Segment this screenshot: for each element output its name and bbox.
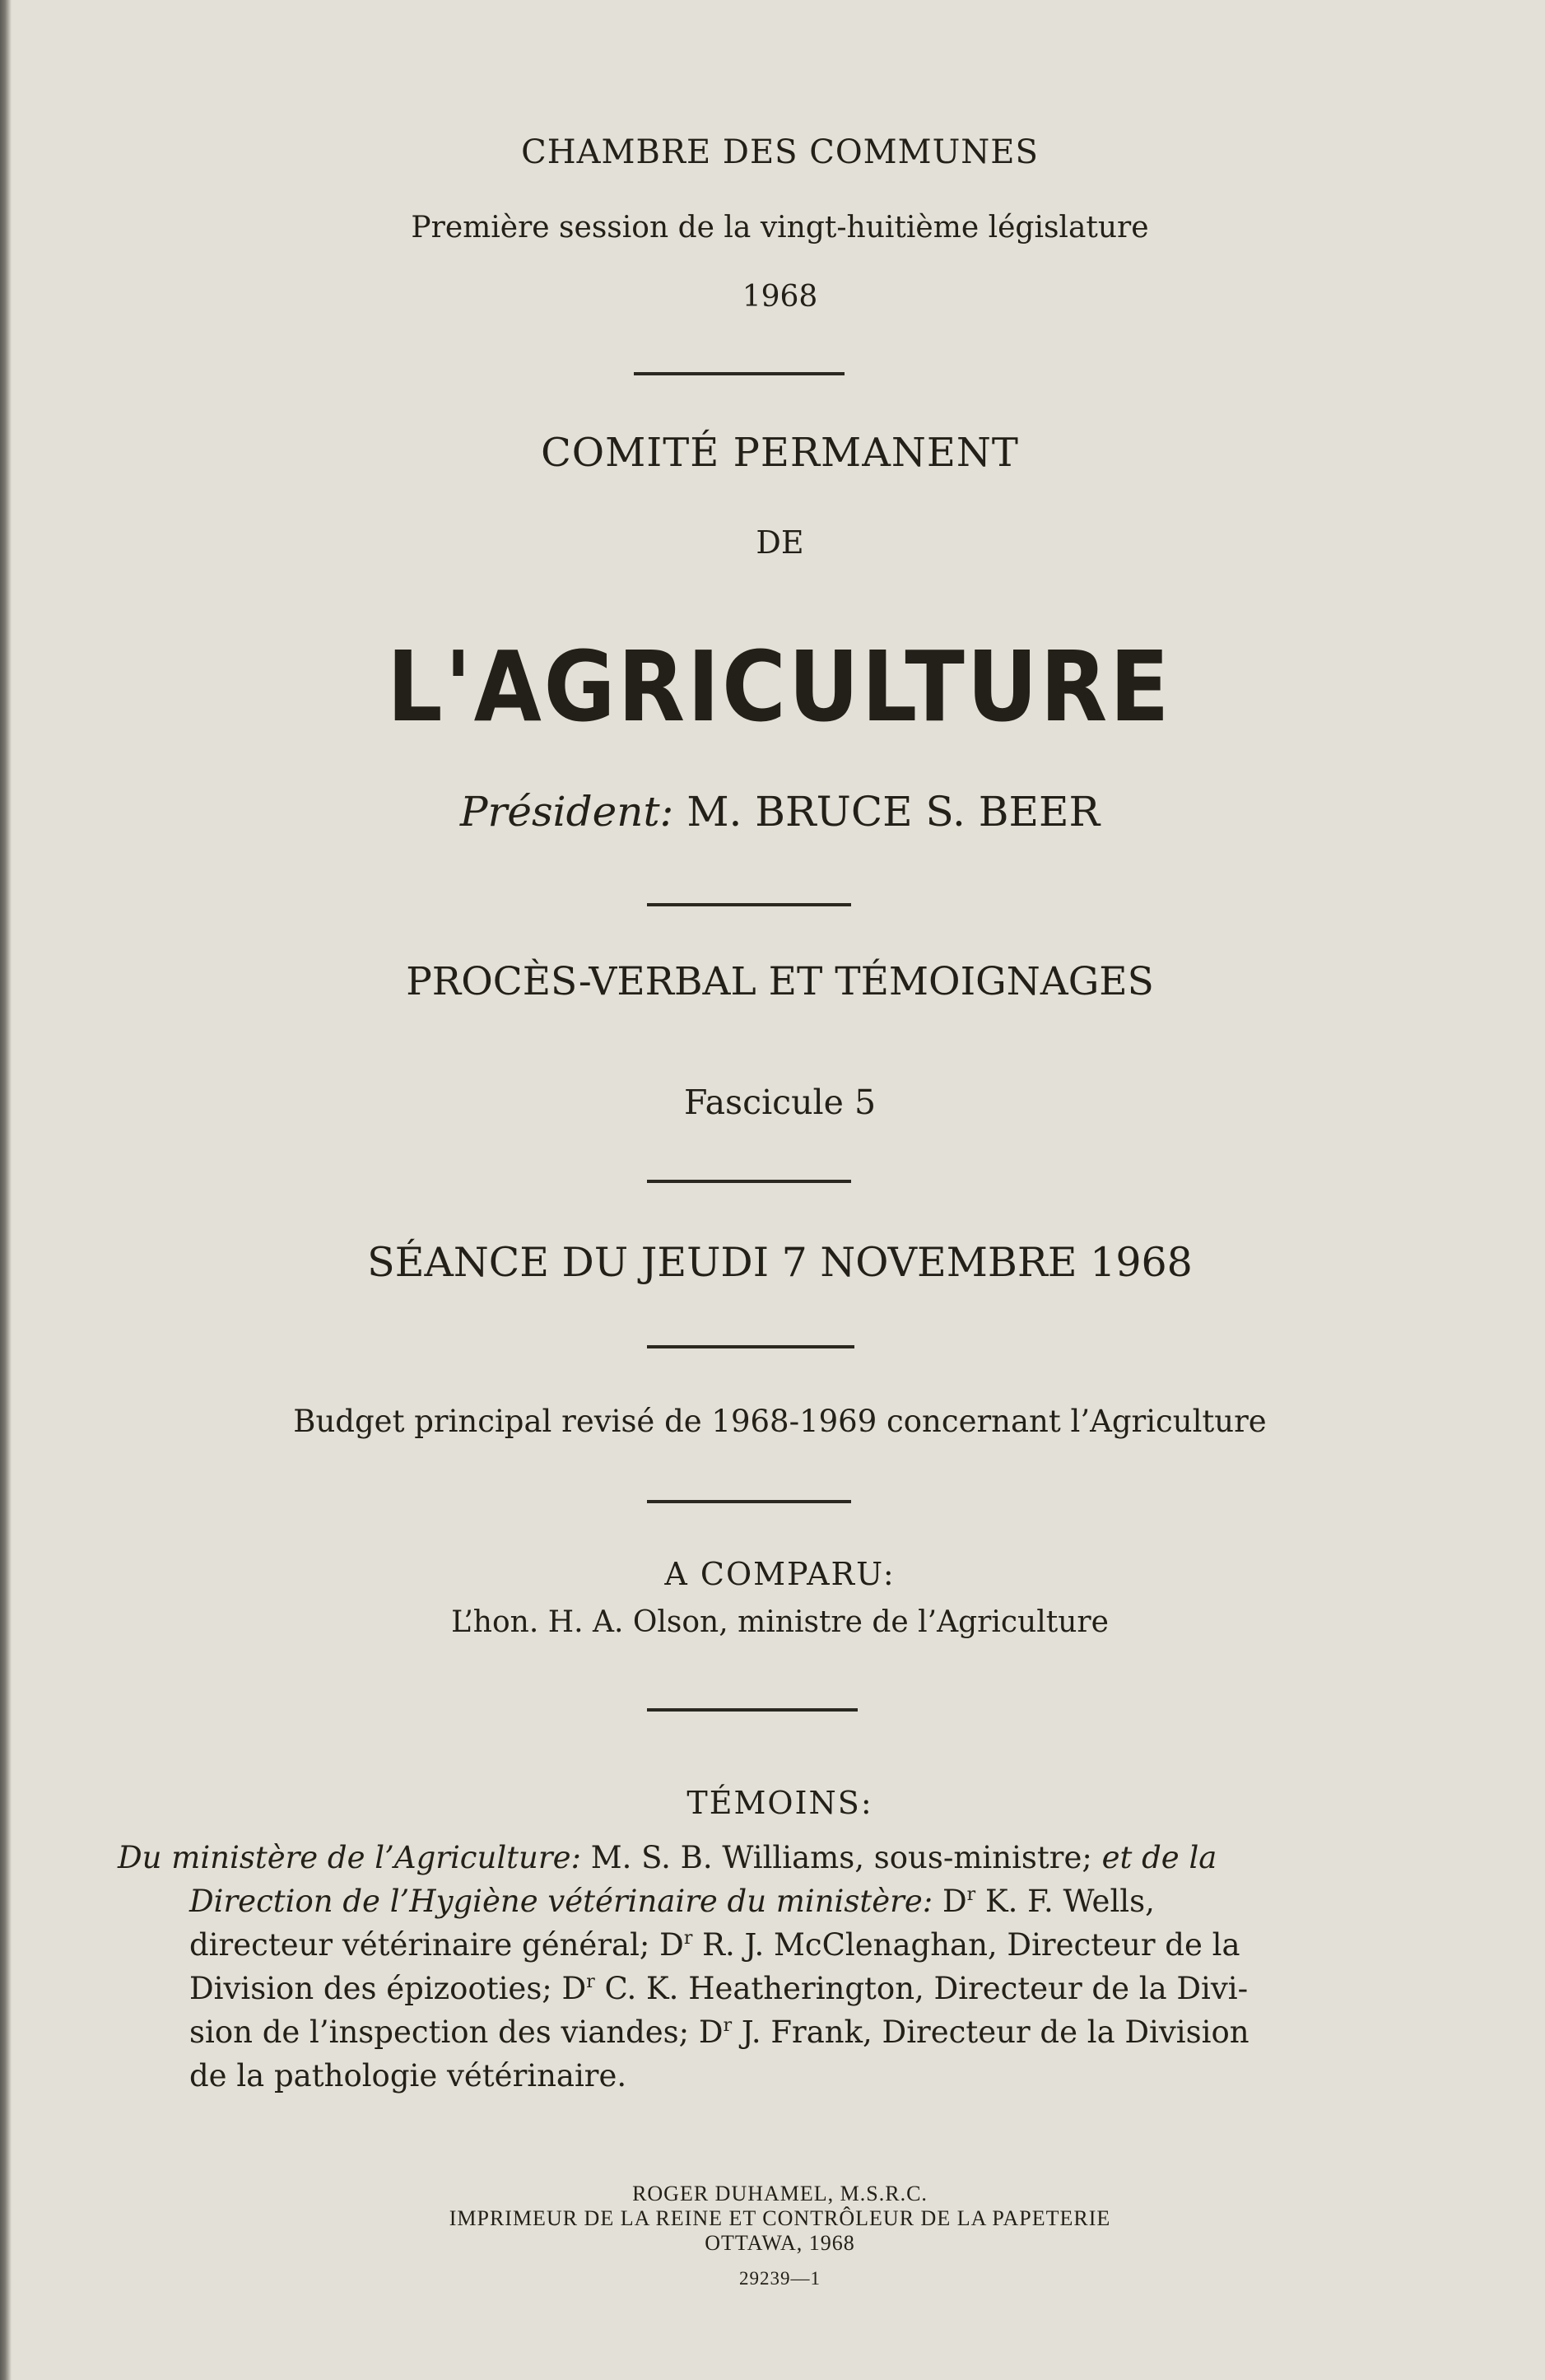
witnesses-heading: TÉMOINS: [686, 1785, 873, 1821]
witness-line-4: Division des épizooties; $D^r$ C. K. Heatherington, Directeur de la Divi- [189, 1971, 1249, 2006]
witness-wells: K. F. Wells, [984, 1884, 1155, 1919]
divider-4 [647, 1345, 854, 1348]
witness-line-2: Direction de l’Hygiène vétérinaire du ministère: $D^r$ K. F. Wells, [189, 1884, 1155, 1919]
president-label: Président: [459, 788, 674, 836]
printer-place: OTTAWA, 1968 [705, 2231, 855, 2255]
witness-line-6: de la pathologie vétérinaire. [189, 2058, 627, 2094]
president-line [0, 788, 1545, 836]
chamber-title: CHAMBRE DES COMMUNES [521, 133, 1039, 171]
print-code: 29239—1 [739, 2268, 821, 2289]
divider-2 [647, 903, 851, 906]
committee-line1: COMITÉ PERMANENT [541, 430, 1019, 476]
witness-frank: J. Frank, Directeur de la Division [741, 2014, 1249, 2050]
session-year: 1968 [742, 280, 818, 314]
witness-line-1 [118, 1836, 1217, 1879]
sitting-date: SÉANCE DU JEUDI 7 NOVEMBRE 1968 [367, 1239, 1193, 1286]
printer-name: ROGER DUHAMEL, M.S.R.C. [632, 2182, 928, 2205]
witness-line-5: sion de l’inspection des viandes; $D^r$ J. Frank, Directeur de la Division [189, 2014, 1249, 2050]
committee-name: L'AGRICULTURE [386, 630, 1172, 743]
divider-3 [647, 1180, 851, 1183]
witness-heatherington: C. K. Heatherington, Directeur de la Divi- [604, 1971, 1249, 2006]
sitting-subject: Budget principal revisé de 1968-1969 concernant l’Agriculture [293, 1404, 1267, 1439]
appeared-person: L’hon. H. A. Olson, ministre de l’Agriculture [451, 1605, 1109, 1639]
department-label: Du ministère de l’Agriculture: [118, 1840, 581, 1875]
committee-line2: DE [756, 524, 804, 561]
session-line: Première session de la vingt-huitième législature [411, 211, 1149, 245]
fascicule-number: Fascicule 5 [683, 1083, 877, 1122]
printer-title: IMPRIMEUR DE LA REINE ET CONTRÔLEUR DE LA PAPETERIE [449, 2206, 1111, 2230]
divider-1 [634, 372, 845, 375]
appeared-heading: A COMPARU: [664, 1556, 896, 1592]
direction-intro: et de la [1101, 1840, 1217, 1875]
divider-5 [647, 1500, 851, 1503]
president-name: M. BRUCE S. BEER [686, 788, 1101, 836]
publication-title: PROCÈS-VERBAL ET TÉMOIGNAGES [406, 959, 1154, 1004]
witness-line-3: directeur vétérinaire général; $D^r$ R. J. McClenaghan, Directeur de la [189, 1927, 1240, 1963]
witness-mcclenaghan: R. J. McClenaghan, Directeur de la [702, 1927, 1240, 1963]
divider-6 [647, 1708, 858, 1712]
witness-williams: M. S. B. Williams, sous-ministre; [590, 1840, 1092, 1875]
direction-label: Direction de l’Hygiène vétérinaire du ministère: [189, 1884, 933, 1919]
